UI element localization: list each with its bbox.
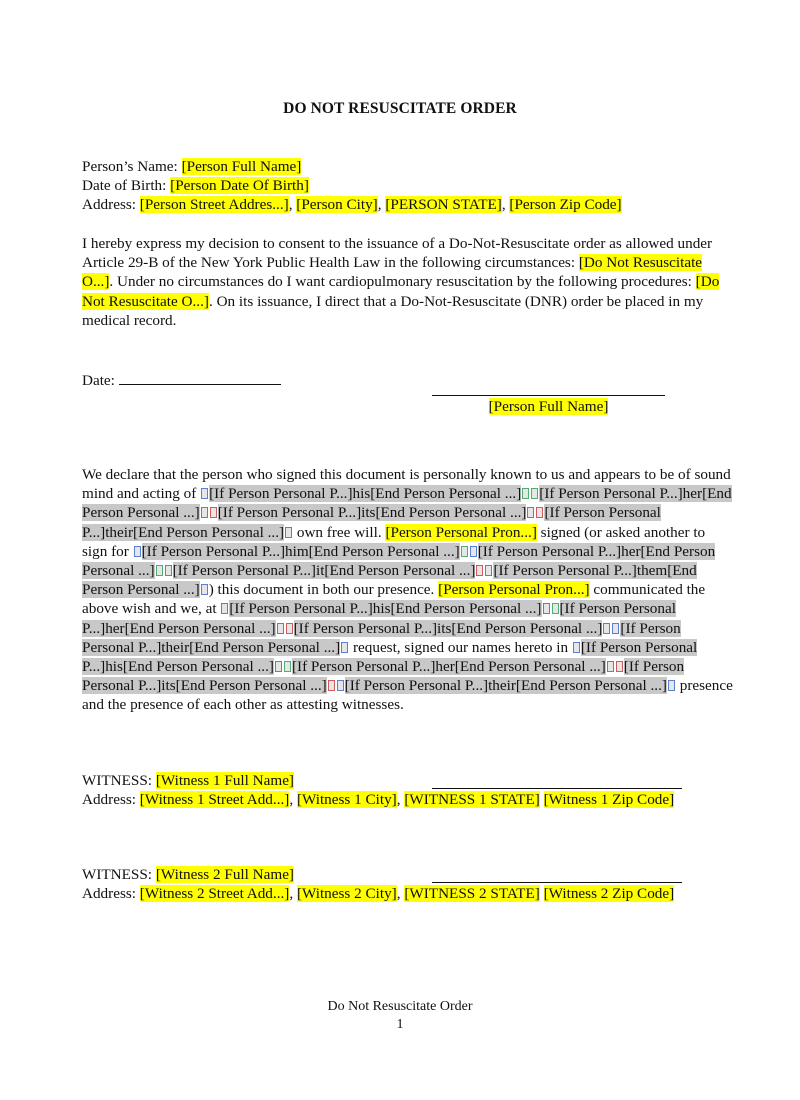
- conditional-field[interactable]: [If Person Personal P...]its[End Person Personal ...]: [293, 619, 603, 637]
- conditional-field[interactable]: [If Person Personal P...]her[End Person Personal ...]: [82, 542, 716, 580]
- person-pronoun-field[interactable]: [Person Personal Pron...]: [438, 581, 590, 599]
- field-marker-icon: [210, 507, 217, 518]
- field-marker-icon: [277, 623, 284, 634]
- person-dob-row: [82, 176, 734, 195]
- conditional-field[interactable]: [If Person Personal P...]his[End Person Personal ...]: [82, 638, 698, 676]
- field-marker-icon: [552, 603, 559, 614]
- field-marker-icon: [134, 546, 141, 557]
- conditional-field[interactable]: [If Person Personal P...]its[End Person Personal ...]: [217, 504, 527, 522]
- witness-1-state-field[interactable]: [WITNESS 1 STATE]: [404, 791, 540, 809]
- witness-1-address-row: Address: [Witness 1 Street Add...], [Witness 1 City], [WITNESS 1 STATE] [Witness 1 Zip Code]: [82, 791, 675, 809]
- witness-1-city-field[interactable]: [Witness 1 City]: [296, 791, 397, 809]
- field-marker-icon: [612, 623, 619, 634]
- field-marker-icon: [607, 661, 614, 672]
- conditional-field[interactable]: [If Person Personal P...]their[End Person Personal ...]: [82, 504, 661, 541]
- footer-title: Do Not Resuscitate Order: [327, 999, 473, 1014]
- field-marker-icon: [522, 488, 529, 499]
- declaration-text: I hereby express my decision to consent to the issuance of a Do-Not-Resuscitate order as allowed under Article 29-B of the New York Public Health Law in the following circumstances:: [82, 235, 713, 272]
- page-number: 1: [396, 1017, 404, 1032]
- date-signature-line[interactable]: [119, 370, 281, 385]
- statement-text: communicated the above wish and we, at: [82, 581, 706, 618]
- person-dob-field[interactable]: [Person Date Of Birth]: [170, 177, 309, 195]
- address-label: Address:: [82, 885, 140, 903]
- witness-label: WITNESS:: [82, 866, 156, 883]
- field-marker-icon: [275, 661, 282, 672]
- conditional-field[interactable]: [If Person Personal P...]his[End Person Personal ...]: [229, 600, 542, 618]
- field-marker-icon: [201, 488, 208, 499]
- dob-label: Date of Birth:: [82, 177, 171, 195]
- witness-2-name-field[interactable]: [Witness 2 Full Name]: [155, 866, 294, 883]
- date-row: [82, 370, 734, 390]
- witness-2-state-field[interactable]: [WITNESS 2 STATE]: [404, 885, 540, 903]
- person-state-field[interactable]: [PERSON STATE]: [385, 196, 502, 214]
- field-marker-icon: [603, 623, 610, 634]
- person-city-field[interactable]: [Person City]: [296, 196, 378, 214]
- field-marker-icon: [285, 527, 292, 538]
- field-marker-icon: [337, 680, 344, 691]
- field-marker-icon: [543, 603, 550, 614]
- field-marker-icon: [156, 565, 163, 576]
- document-title: DO NOT RESUSCITATE ORDER: [283, 100, 517, 117]
- conditional-field[interactable]: [If Person Personal P...]her[End Person Personal ...]: [82, 600, 676, 637]
- field-marker-icon: [616, 661, 623, 672]
- person-zip-field[interactable]: [Person Zip Code]: [509, 196, 622, 214]
- field-marker-icon: [341, 642, 348, 653]
- field-marker-icon: [668, 680, 675, 691]
- statement-text: signed (or asked another to sign for: [82, 523, 706, 560]
- witness-2-address-row: Address: [Witness 2 Street Add...], [Witness 2 City], [WITNESS 2 STATE] [Witness 2 Zip Code]: [82, 885, 675, 903]
- page-footer: [0, 998, 800, 1034]
- address-label: Address:: [82, 791, 140, 809]
- conditional-field[interactable]: [If Person Personal P...]their[End Person Personal ...]: [344, 677, 667, 695]
- statement-text: We declare that the person who signed this document is personally known to us and appears to be of sound mind and acting of: [82, 466, 731, 503]
- field-marker-icon: [476, 565, 483, 576]
- field-marker-icon: [201, 507, 208, 518]
- conditional-field[interactable]: [If Person Personal P...]him[End Person Personal ...]: [141, 542, 460, 560]
- witness-2-city-field[interactable]: [Witness 2 City]: [296, 885, 397, 903]
- address-label: Address:: [82, 196, 140, 214]
- statement-text: request, signed our names hereto in: [349, 638, 572, 656]
- witness-1-zip-field[interactable]: [Witness 1 Zip Code]: [543, 791, 675, 809]
- statement-text: presence and the presence of each other as attesting witnesses.: [82, 677, 733, 714]
- person-street-field[interactable]: [Person Street Addres...]: [139, 196, 289, 214]
- name-label: Person’s Name:: [82, 158, 182, 175]
- dnr-circumstances-field[interactable]: [Do Not Resuscitate O...]: [82, 254, 703, 291]
- field-marker-icon: [531, 488, 538, 499]
- field-marker-icon: [221, 603, 228, 614]
- signature-name-field[interactable]: [Person Full Name]: [488, 398, 609, 415]
- declaration-text: . On its issuance, I direct that a Do-Not-Resuscitate (DNR) order be placed in my medical record.: [82, 292, 704, 329]
- witness-2-zip-field[interactable]: [Witness 2 Zip Code]: [543, 885, 675, 903]
- field-marker-icon: [284, 661, 291, 672]
- date-label: Date:: [82, 372, 119, 389]
- field-marker-icon: [485, 565, 492, 576]
- person-signature: [432, 395, 665, 416]
- conditional-field[interactable]: [If Person Personal P...]their[End Person Personal ...]: [82, 619, 681, 656]
- statement-text: ) this document in both our presence.: [208, 581, 439, 599]
- witness-1-signature-line[interactable]: [432, 788, 682, 789]
- field-marker-icon: [286, 623, 293, 634]
- witness-statement: [82, 465, 734, 715]
- conditional-field[interactable]: [If Person Personal P...]them[End Person Personal ...]: [82, 562, 697, 599]
- person-pronoun-field[interactable]: [Person Personal Pron...]: [385, 523, 537, 541]
- witness-1-street-field[interactable]: [Witness 1 Street Add...]: [139, 791, 290, 809]
- statement-text: own free will.: [293, 523, 386, 541]
- witness-2-signature-line[interactable]: [432, 882, 682, 883]
- field-marker-icon: [536, 507, 543, 518]
- field-marker-icon: [573, 642, 580, 653]
- person-address-row: Address: [Person Street Addres...], [Person City], [PERSON STATE], [Person Zip Code]: [82, 196, 622, 214]
- declaration-paragraph: [82, 234, 734, 330]
- conditional-field[interactable]: [If Person Personal P...]it[End Person Personal ...]: [172, 562, 476, 580]
- conditional-field[interactable]: [If Person Personal P...]its[End Person Personal ...]: [82, 658, 685, 695]
- witness-label: WITNESS:: [82, 772, 156, 789]
- person-name-row: [82, 157, 734, 176]
- conditional-field[interactable]: [If Person Personal P...]his[End Person Personal ...]: [209, 485, 522, 503]
- witness-1-name-field[interactable]: [Witness 1 Full Name]: [155, 772, 294, 789]
- conditional-field[interactable]: [If Person Personal P...]her[End Person Personal ...]: [82, 485, 732, 522]
- witness-2-block: [82, 865, 734, 903]
- person-info: [82, 157, 734, 215]
- field-marker-icon: [527, 507, 534, 518]
- conditional-field[interactable]: [If Person Personal P...]her[End Person Personal ...]: [291, 658, 606, 676]
- field-marker-icon: [461, 546, 468, 557]
- field-marker-icon: [165, 565, 172, 576]
- field-marker-icon: [470, 546, 477, 557]
- field-marker-icon: [328, 680, 335, 691]
- declaration-text: . Under no circumstances do I want cardiopulmonary resuscitation by the following procedures:: [109, 273, 696, 291]
- witness-1-block: [82, 771, 734, 809]
- person-name-field[interactable]: [Person Full Name]: [181, 158, 302, 175]
- field-marker-icon: [201, 584, 208, 595]
- signature-line[interactable]: [432, 395, 665, 396]
- dnr-procedures-field[interactable]: [Do Not Resuscitate O...]: [82, 273, 720, 310]
- witness-2-street-field[interactable]: [Witness 2 Street Add...]: [139, 885, 290, 903]
